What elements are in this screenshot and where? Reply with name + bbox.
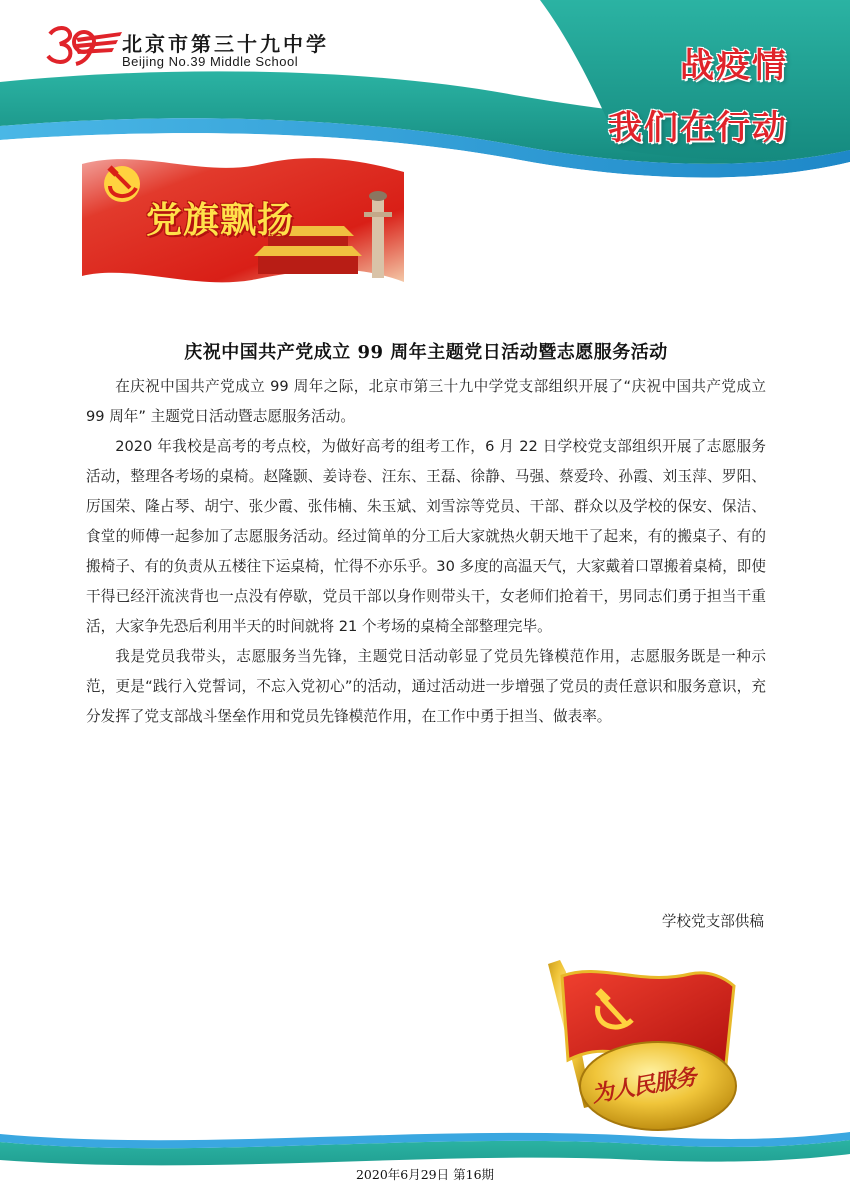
footer-wave-band [0,1130,850,1194]
party-badge-icon [540,956,740,1132]
school-emblem-icon [46,22,122,66]
footer-issue-date: 2020年6月29日 第16期 [355,1167,495,1182]
badge-inscription: 为人民服务 [589,1064,698,1108]
article-signature: 学校党支部供稿 [661,913,764,930]
article-paragraph-2: 2020 年我校是高考的考点校，为做好高考的组考工作，6 月 22 日学校党支部组织开展了志愿服务活动，整理各考场的桌椅。赵隆颢、姜诗卷、汪东、王磊、徐静、马强、蔡爱玲、孙霞、刘玉萍、罗阳、厉国荣、隆占琴、胡宁、张少霞、张伟楠、朱玉斌、刘雪淙等党员、干部、群众以及学校的保安、保洁、食堂的师傅一起参加了志愿服务活动。经过简单的分工后大家就热火朝天地干了起来，有的搬桌子、有的搬椅子、有的负责从五楼往下运桌椅，忙得不亦乐乎。30 多度的高温天气，大家戴着口罩搬着桌椅，即使干得已经汗流浃背也一点没有停歇，党员干部以身作则带头干，女老师们抢着干，男同志们勇于担当干重活，大家争先恐后利用半天的时间就将 21 个考场的桌椅全部整理完毕。 [86,438,766,635]
banner-title: 党旗飘扬 [146,200,295,241]
slogan-line-1: 战疫情 [680,46,788,86]
slogan-line-2: 我们在行动 [608,108,788,148]
article-title: 庆祝中国共产党成立 99 周年主题党日活动暨志愿服务活动 [184,342,668,363]
article-paragraph-3: 我是党员我带头，志愿服务当先锋，主题党日活动彰显了党员先锋模范作用，志愿服务既是一种示范，更是“践行入党誓词，不忘入党初心”的活动，通过活动进一步增强了党员的责任意识和服务意识，充分发挥了党支部战斗堡垒作用和党员先锋模范作用，在工作中勇于担当、做表率。 [86,648,766,725]
article-paragraph-1: 在庆祝中国共产党成立 99 周年之际，北京市第三十九中学党支部组织开展了“庆祝中国共产党成立 99 周年” 主题党日活动暨志愿服务活动。 [86,378,766,425]
article [86,338,766,732]
school-logo [46,22,346,72]
school-name-chinese: 北京市第三十九中学 [122,32,329,56]
school-name-english: Beijing No.39 Middle School [122,54,299,69]
